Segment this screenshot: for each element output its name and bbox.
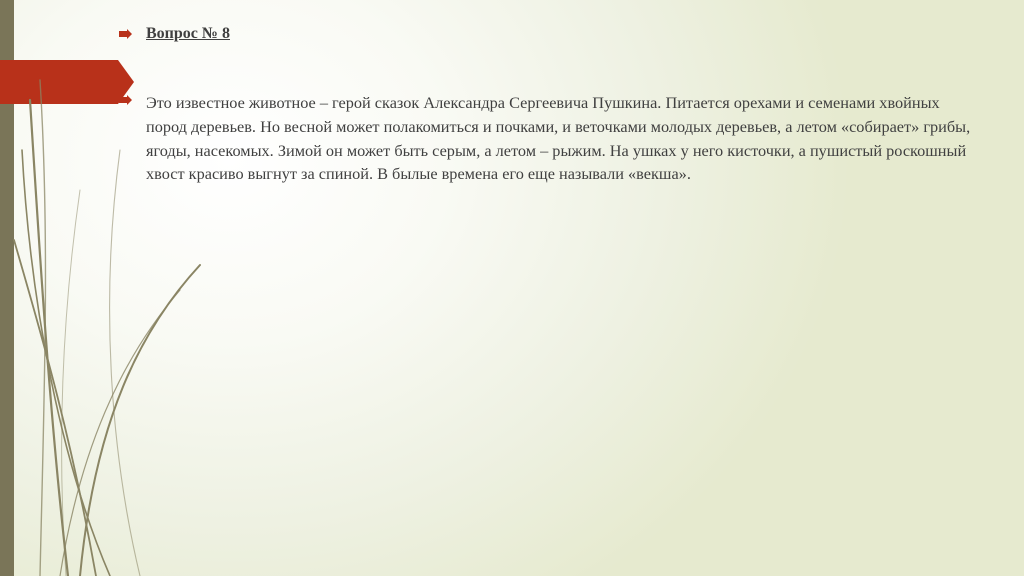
question-heading: Вопрос № 8 xyxy=(146,25,230,42)
bullet-arrow-icon xyxy=(119,29,132,39)
grass-decoration xyxy=(0,0,260,576)
bullet-arrow-icon xyxy=(119,95,132,105)
question-text: Это известное животное – герой сказок Александра Сергеевича Пушкина. Питается орехами и семенами хвойных пород деревьев. Но весной может полакомиться и почками, и веточками молодых деревьев, а летом «собирает» грибы, ягоды, насекомых. Зимой он может быть серым, а летом – рыжим. На ушках у него кисточки, а пушистый роскошный хвост красиво выгнут за спиной. В былые времена его еще называли «векша». xyxy=(146,93,971,184)
